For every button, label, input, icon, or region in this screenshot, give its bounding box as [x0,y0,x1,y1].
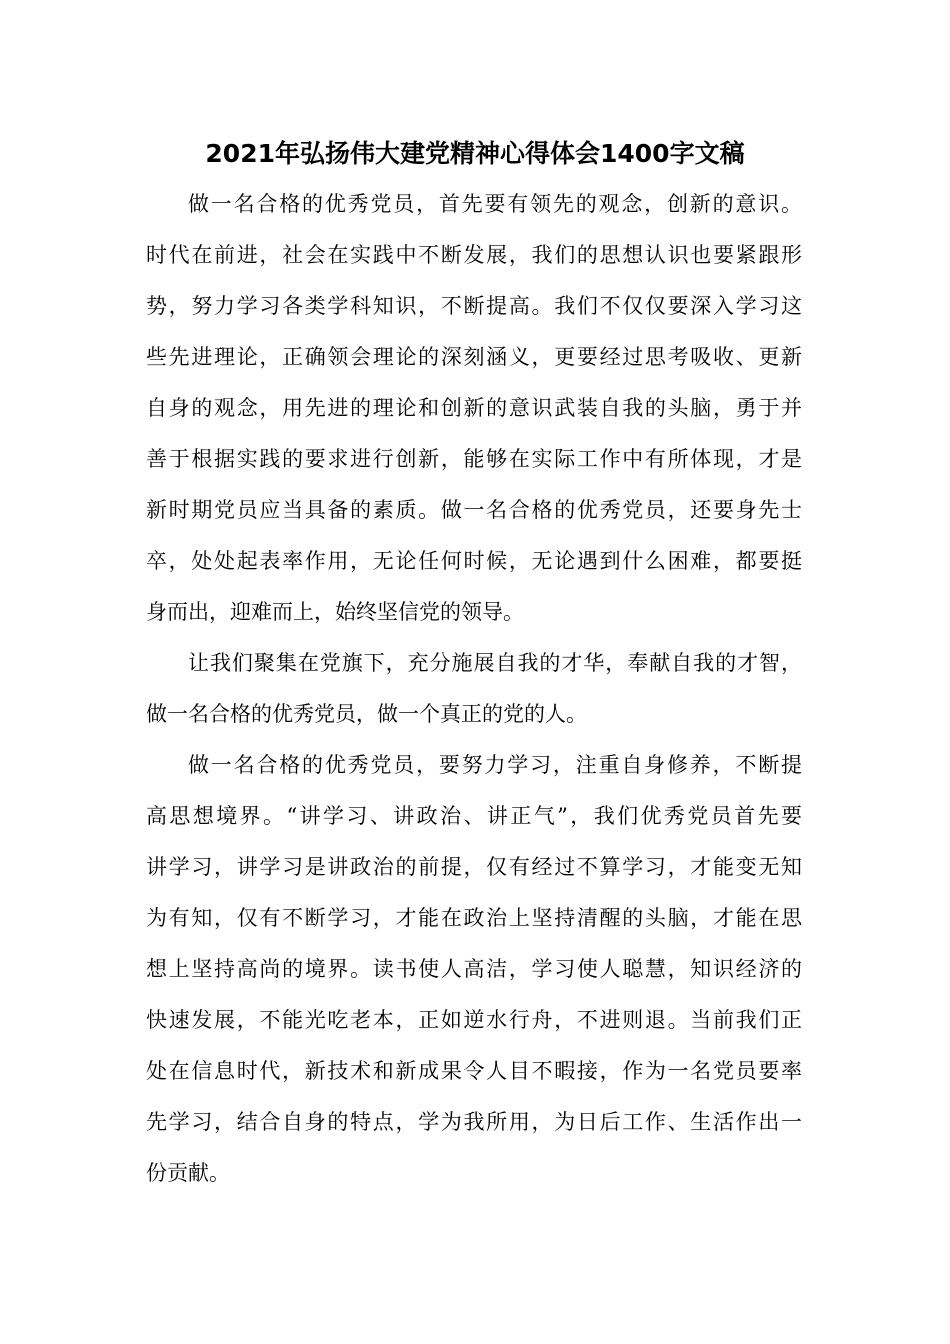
paragraph-line: 处在信息时代，新技术和新成果令人目不暇接，作为一名党员要率 [146,1059,802,1083]
paragraph-line: 高思想境界。“讲学习、讲政治、讲正气”，我们优秀党员首先要 [146,804,802,828]
paragraph-line: 些先进理论，正确领会理论的深刻涵义，更要经过思考吸收、更新 [146,345,802,369]
paragraph-line: 讲学习，讲学习是讲政治的前提，仅有经过不算学习，才能变无知 [146,855,802,879]
document-body [146,179,802,1199]
paragraph-2 [146,638,802,740]
paragraph-line: 先学习，结合自身的特点，学为我所用，为日后工作、生活作出一 [146,1110,802,1134]
paragraph-line: 份贡献。 [146,1161,230,1185]
paragraph-line: 新时期党员应当具备的素质。做一名合格的优秀党员，还要身先士 [146,498,802,522]
paragraph-1 [146,179,802,638]
document-title: 2021年弘扬伟大建党精神心得体会1400字文稿 [205,139,745,168]
paragraph-line: 卒，处处起表率作用，无论任何时候，无论遇到什么困难，都要挺 [146,549,802,573]
paragraph-line: 善于根据实践的要求进行创新，能够在实际工作中有所体现，才是 [146,447,802,471]
paragraph-line: 让我们聚集在党旗下，充分施展自我的才华，奉献自我的才智， [188,651,802,675]
paragraph-line: 为有知，仅有不断学习，才能在政治上坚持清醒的头脑，才能在思 [146,906,802,930]
paragraph-line: 势，努力学习各类学科知识，不断提高。我们不仅仅要深入学习这 [146,294,802,318]
paragraph-line: 做一名合格的优秀党员，要努力学习，注重自身修养，不断提 [188,753,802,777]
paragraph-line: 自身的观念，用先进的理论和创新的意识武装自我的头脑，勇于并 [146,396,802,420]
paragraph-line: 做一名合格的优秀党员，做一个真正的党的人。 [146,702,587,726]
paragraph-line: 时代在前进，社会在实践中不断发展，我们的思想认识也要紧跟形 [146,243,802,267]
paragraph-line: 做一名合格的优秀党员，首先要有领先的观念，创新的意识。 [188,192,802,216]
paragraph-3 [146,740,802,1199]
paragraph-line: 想上坚持高尚的境界。读书使人高洁，学习使人聪慧，知识经济的 [146,957,802,981]
paragraph-line: 快速发展，不能光吃老本，正如逆水行舟，不进则退。当前我们正 [146,1008,802,1032]
paragraph-line: 身而出，迎难而上，始终坚信党的领导。 [146,600,524,624]
